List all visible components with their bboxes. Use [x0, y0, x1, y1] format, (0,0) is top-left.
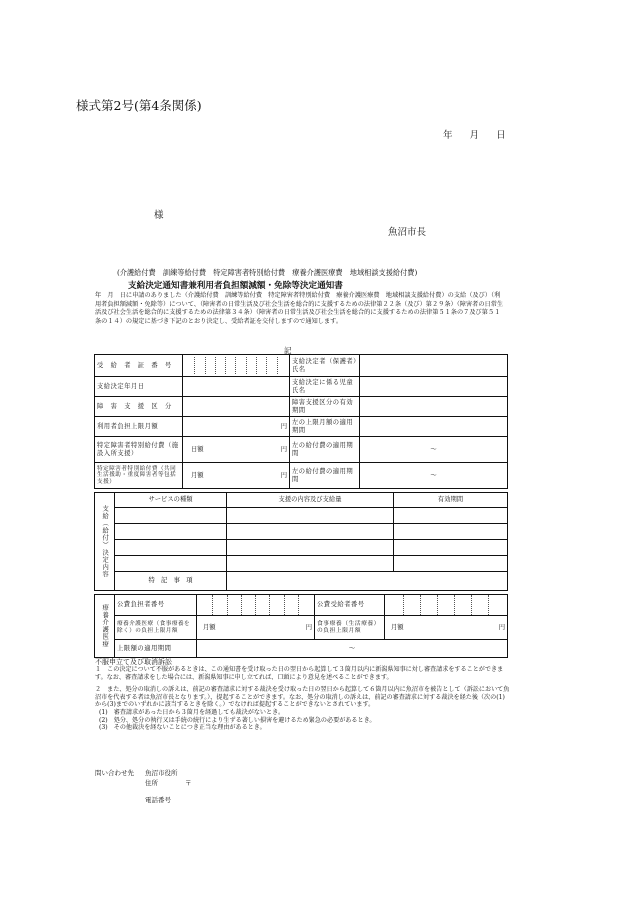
daily-yen: 円	[280, 445, 287, 453]
service-row	[394, 556, 508, 572]
medical-side-label: 療養介護医療	[95, 595, 115, 658]
public-recipient-no-cells	[385, 595, 508, 616]
contact-address-label: 住所	[145, 778, 158, 787]
issuer: 魚沼市長	[388, 227, 427, 238]
medical-table	[94, 594, 508, 658]
appeal-note-1: １ この決定について不服があるときは、この通知書を受け取った日の翌日から起算して３箇月以内に新潟県知事に対し審査請求をすることができます。なお、審査請求をした場合には、新潟県知事に申し立てれば、口頭により意見を述べることができます。	[95, 666, 504, 681]
date-month: 月	[469, 130, 481, 141]
med-cap-value	[197, 616, 315, 640]
special-notes-label: 特 記 事 項	[115, 572, 227, 591]
service-row	[227, 524, 394, 540]
decision-date-value	[183, 377, 290, 397]
addressee: 様	[154, 210, 164, 221]
contact-phone-label: 電話番号	[145, 796, 171, 804]
daily-label: 日額	[191, 445, 204, 453]
service-row	[227, 540, 394, 556]
contact-postal: 〒	[185, 778, 192, 787]
benefit-period-value: ～	[360, 437, 508, 463]
contact-office: 魚沼市役所	[145, 769, 178, 777]
service-row	[227, 508, 394, 524]
benefit-period2-label: 左の給付費の適用期間	[290, 463, 360, 489]
benefit-period2-value: ～	[360, 463, 508, 489]
payer-no-label: 公費負担者番号	[115, 595, 197, 616]
ki-heading: 記	[284, 346, 292, 355]
cap-period-value	[360, 417, 508, 437]
decision-date-label: 支給決定年月日	[95, 377, 183, 397]
service-row	[115, 556, 227, 572]
service-row	[394, 540, 508, 556]
service-row	[115, 540, 227, 556]
appeal-notes	[95, 666, 510, 732]
notice-intro: 年 月 日に申請のありました（介護給付費 訓練等給付費 特定障害者特別給付費 療養介護医療費 地域相談支援給付費）の支給（及び）（利用者負担額減額・免除等）について、（障害者の日常生活及び社会生活を総合的に支援するための法律第２２条（及び）第２９条）（障害者の日常生活及び社会生活を総合的に支援するための法律第３４条）（障害者の日常生活及び社会生活を総合的に支援するための法律第５１条の７及び第５１条の１４）の規定に基づき下記のとおり決定し、受給者証を交付しますので通知します。	[95, 292, 504, 325]
meal-monthly-label: 月額	[391, 623, 404, 631]
service-row	[115, 524, 227, 540]
med-monthly-label: 月額	[203, 623, 216, 631]
service-period-header: 有効期間	[394, 493, 508, 508]
meal-yen: 円	[498, 623, 505, 631]
special-benefit2-label: 特定障害者特別給付費（共同生活援助・重度障害者等包括支援）	[95, 463, 183, 489]
service-row	[227, 556, 394, 572]
disability-class-value	[183, 397, 290, 417]
monthly-label: 月額	[191, 471, 204, 479]
monthly-yen: 円	[280, 471, 287, 479]
cap-monthly-yen: 円	[183, 417, 290, 437]
service-row	[394, 508, 508, 524]
meal-cap-value	[385, 616, 508, 640]
recipient-no-label: 受 給 者 証 番 号	[95, 355, 183, 377]
decision-table	[94, 354, 508, 489]
date-day: 日	[496, 130, 507, 141]
public-recipient-no-label: 公費受給者番号	[315, 595, 385, 616]
form-number: 様式第2号(第4条関係)	[76, 98, 202, 113]
service-type-header: サービスの種類	[115, 493, 227, 508]
appeal-note-2-3: (3) その他裁決を経ないことにつき正当な理由があるとき。	[99, 724, 266, 732]
contact-label: 問い合わせ先	[95, 769, 134, 777]
date-year: 年	[443, 130, 454, 141]
guardian-name-value	[360, 355, 508, 377]
validity-label: 障害支援区分の有効期間	[290, 397, 360, 417]
appeal-heading: 不服申立て及び取消訴訟	[95, 658, 172, 666]
special-benefit2-monthly	[183, 463, 290, 489]
service-side-label: 支給（給付）決定内容	[95, 493, 115, 591]
service-amount-header: 支援の内容及び支給量	[227, 493, 394, 508]
child-name-value	[360, 377, 508, 397]
appeal-note-2-2: (2) 処分、処分の執行又は手続の続行により生ずる著しい損害を避けるため緊急の必要があるとき。	[99, 716, 376, 724]
meal-cap-label: 食事療養（生活療養）の負担上限月額	[315, 616, 385, 640]
cap-monthly-label: 利用者負担上限月額	[95, 417, 183, 437]
service-row	[394, 524, 508, 540]
cap-period-label: 左の上限月額の適用期間	[290, 417, 360, 437]
benefit-category: (介護給付費 訓練等給付費 特定障害者特別給付費 療養介護医療費 地域相談支援給付費)	[117, 268, 418, 277]
child-name-label: 支給決定に係る児童氏名	[290, 377, 360, 397]
special-notes-value	[227, 572, 508, 591]
med-cap-period-label: 上限額の適用期間	[115, 640, 197, 658]
disability-class-label: 障 害 支 援 区 分	[95, 397, 183, 417]
benefit-period-label: 左の給付費の適用期間	[290, 437, 360, 463]
validity-value	[360, 397, 508, 417]
service-row	[115, 508, 227, 524]
issue-date	[443, 127, 519, 141]
payer-no-cells	[197, 595, 315, 616]
special-benefit-daily	[183, 437, 290, 463]
appeal-note-2: ２ また、処分の取消しの訴えは、前記の審査請求に対する裁決を受け取った日の翌日から起算して６箇月以内に魚沼市を被告として（訴訟において魚沼市を代表する者は魚沼市長となります。）、提起することができます。なお、処分の取消しの訴えは、前記の審査請求に対する裁決を経た後（次の(1)から(3)までのいずれかに該当するときを除く。）でなければ提起することができないとされています。	[95, 686, 510, 709]
notice-title: 支給決定通知書兼利用者負担額減額・免除等決定通知書	[128, 281, 343, 291]
guardian-name-label: 支給決定者（保護者）氏名	[290, 355, 360, 377]
med-cap-label: 療養介護医療（食事療養を除く）の負担上限月額	[115, 616, 197, 640]
contact-block	[95, 769, 192, 806]
recipient-no-cells	[183, 355, 290, 377]
special-benefit-label: 特定障害者特別給付費（施設入所支援）	[95, 437, 183, 463]
service-table	[94, 492, 508, 591]
med-cap-period-value: ～	[197, 640, 508, 658]
med-yen: 円	[305, 623, 312, 631]
appeal-note-2-1: (1) 審査請求があった日から３箇月を経過しても裁決がないとき。	[99, 708, 285, 716]
